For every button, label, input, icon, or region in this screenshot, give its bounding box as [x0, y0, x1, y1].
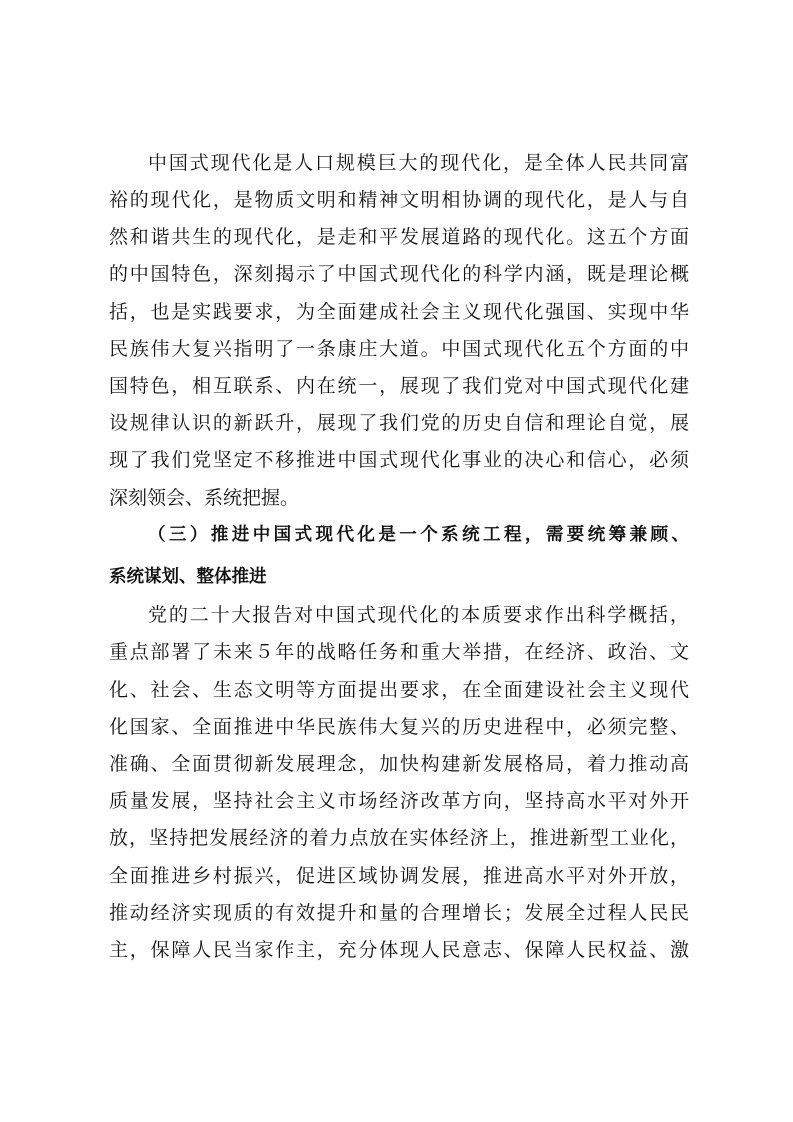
paragraph-1-line: 的中国特色，深刻揭示了中国式现代化的科学内涵，既是理论概	[109, 263, 689, 285]
paragraph-1-line: 设规律认识的新跃升，展现了我们党的历史自信和理论自觉，展	[109, 412, 689, 434]
paragraph-2-line: 放，坚持把发展经济的着力点放在实体经济上，推进新型工业化，	[109, 827, 689, 849]
paragraph-2-line: 质量发展，坚持社会主义市场经济改革方向，坚持高水平对外开	[109, 790, 689, 812]
paragraph-2-line: 准确、全面贯彻新发展理念，加快构建新发展格局，着力推动高	[109, 753, 689, 775]
paragraph-2-line: 全面推进乡村振兴，促进区域协调发展，推进高水平对外开放，	[109, 865, 689, 887]
paragraph-1-line: 现了我们党坚定不移推进中国式现代化事业的决心和信心，必须	[109, 449, 689, 471]
paragraph-1-line: 中国式现代化是人口规模巨大的现代化，是全体人民共同富	[148, 152, 689, 174]
paragraph-1-line: 括，也是实践要求，为全面建成社会主义现代化强国、实现中华	[109, 301, 689, 323]
paragraph-2-line: 主，保障人民当家作主，充分体现人民意志、保障人民权益、激	[109, 939, 689, 961]
paragraph-2-line: 党的二十大报告对中国式现代化的本质要求作出科学概括，	[148, 604, 689, 626]
paragraph-1-line: 然和谐共生的现代化，是走和平发展道路的现代化。这五个方面	[109, 226, 689, 248]
section-heading-line: 系统谋划、整体推进	[109, 567, 267, 587]
paragraph-1-line: 民族伟大复兴指明了一条康庄大道。中国式现代化五个方面的中	[109, 338, 689, 360]
paragraph-2-line: 推动经济实现质的有效提升和量的合理增长；发展全过程人民民	[109, 902, 689, 924]
paragraph-2-line: 化国家、全面推进中华民族伟大复兴的历史进程中，必须完整、	[109, 716, 689, 738]
paragraph-1-line: 国特色，相互联系、内在统一，展现了我们党对中国式现代化建	[109, 375, 689, 397]
section-heading-line: （三）推进中国式现代化是一个系统工程，需要统筹兼顾、	[148, 525, 689, 545]
paragraph-2-line: 重点部署了未来５年的战略任务和重大举措，在经济、政治、文	[109, 641, 689, 663]
paragraph-2-line: 化、社会、生态文明等方面提出要求，在全面建设社会主义现代	[109, 679, 689, 701]
paragraph-1-line: 裕的现代化，是物质文明和精神文明相协调的现代化，是人与自	[109, 189, 689, 211]
paragraph-1-line: 深刻领会、系统把握。	[109, 487, 300, 509]
